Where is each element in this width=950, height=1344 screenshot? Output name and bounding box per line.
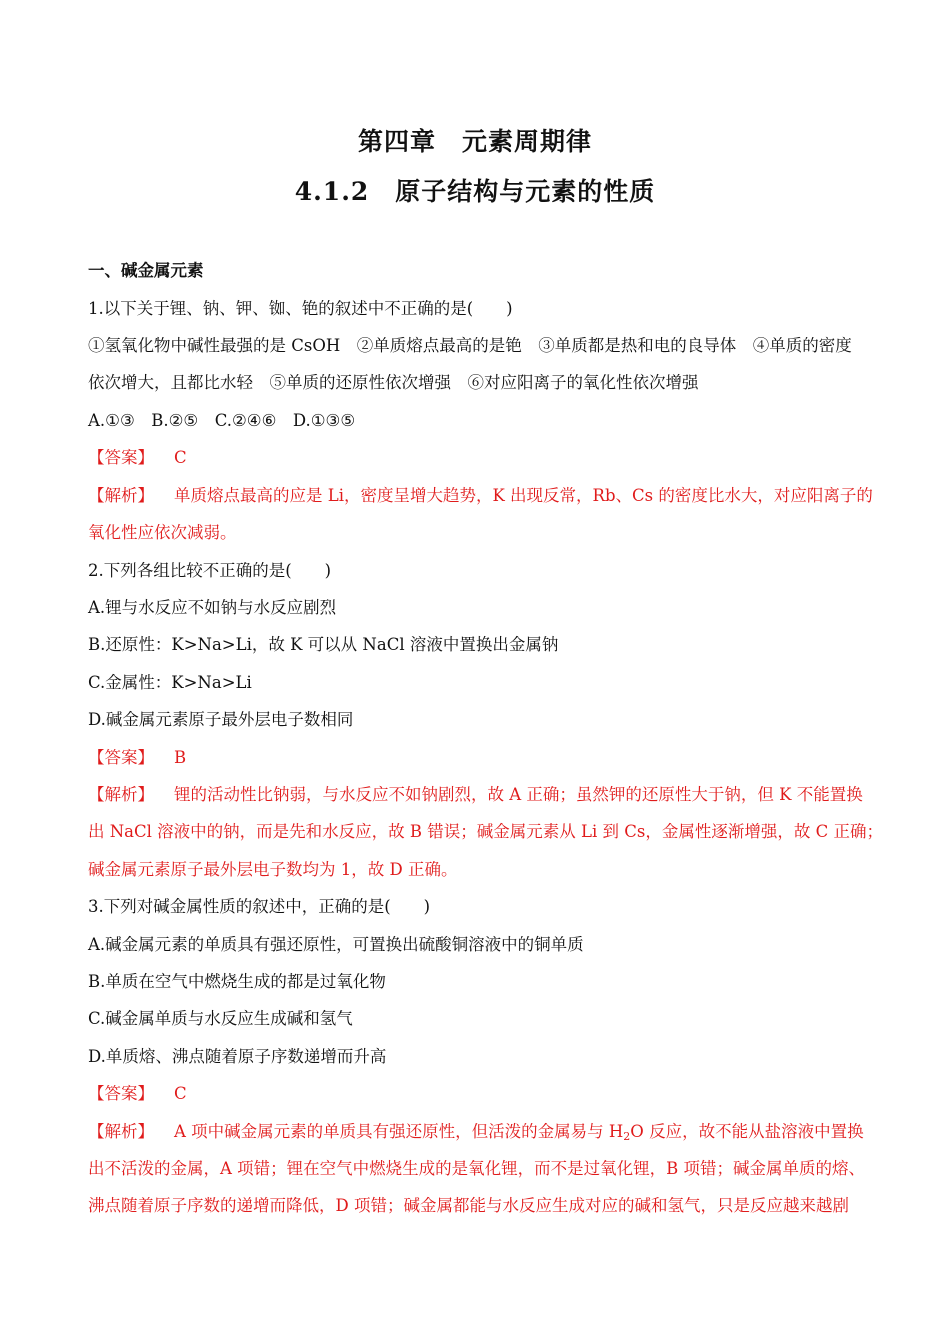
- q3-analysis-line3: 沸点随着原子序数的递增而降低，D 项错；碱金属都能与水反应生成对应的碱和氢气，只是反应越来越剧: [88, 1196, 849, 1215]
- q2-answer-value: B: [174, 748, 187, 767]
- q1-analysis-line1: [88, 485, 878, 507]
- q3-answer: [88, 1083, 878, 1105]
- q3-stem: 3.下列对碱金属性质的叙述中，正确的是( ): [88, 897, 431, 916]
- part-heading: 一、碱金属元素: [88, 261, 204, 280]
- q2-option-b: B.还原性：K>Na>Li，故 K 可以从 NaCl 溶液中置换出金属钠: [88, 635, 559, 654]
- q1-options: A.①③ B.②⑤ C.②④⑥ D.①③⑤: [88, 411, 356, 430]
- q2-analysis-line1: [88, 784, 878, 806]
- q3-analysis-line1: [88, 1121, 878, 1143]
- q3-analysis-line2: 出不活泼的金属，A 项错；锂在空气中燃烧生成的是氧化锂，而不是过氧化锂，B 项错；碱金属单质的熔、: [88, 1159, 866, 1178]
- analysis-label: 【解析】: [88, 1122, 154, 1141]
- analysis-label: 【解析】: [88, 785, 154, 804]
- q3-analysis-subscript: 2: [623, 1130, 631, 1143]
- q1-desc-line2: 依次增大，且都比水轻 ⑤单质的还原性依次增强 ⑥对应阳离子的氧化性依次增强: [88, 373, 699, 392]
- section-title: 4.1.2 原子结构与元素的性质: [294, 177, 656, 206]
- answer-label: 【答案】: [88, 448, 154, 467]
- q1-answer-value: C: [174, 448, 187, 467]
- q2-analysis-line3: 碱金属元素原子最外层电子数均为 1，故 D 正确。: [88, 860, 458, 879]
- q3-answer-value: C: [174, 1084, 187, 1103]
- q3-analysis-text1a: A 项中碱金属元素的单质具有强还原性，但活泼的金属易与 H: [174, 1122, 624, 1141]
- q2-answer: [88, 747, 878, 769]
- q2-option-d: D.碱金属元素原子最外层电子数相同: [88, 710, 354, 729]
- q2-option-c: C.金属性：K>Na>Li: [88, 673, 252, 692]
- q2-option-a: A.锂与水反应不如钠与水反应剧烈: [88, 598, 337, 617]
- q1-stem: 1.以下关于锂、钠、钾、铷、铯的叙述中不正确的是( ): [88, 299, 513, 318]
- q1-analysis-line2: 氧化性应依次减弱。: [88, 523, 237, 542]
- answer-label: 【答案】: [88, 1084, 154, 1103]
- chapter-title: 第四章 元素周期律: [357, 127, 592, 156]
- q3-option-b: B.单质在空气中燃烧生成的都是过氧化物: [88, 972, 386, 991]
- q2-stem: 2.下列各组比较不正确的是( ): [88, 561, 332, 580]
- q3-option-d: D.单质熔、沸点随着原子序数递增而升高: [88, 1047, 387, 1066]
- q3-analysis-text1b: O 反应，故不能从盐溶液中置换: [630, 1122, 864, 1141]
- q2-analysis-text1: 锂的活动性比钠弱，与水反应不如钠剧烈，故 A 正确；虽然钾的还原性大于钠，但 K 不能置换: [174, 785, 863, 804]
- analysis-label: 【解析】: [88, 486, 154, 505]
- q2-analysis-line2: 出 NaCl 溶液中的钠，而是先和水反应，故 B 错误；碱金属元素从 Li 到 Cs，金属性逐渐增强，故 C 正确；: [88, 822, 883, 841]
- answer-label: 【答案】: [88, 748, 154, 767]
- q1-desc-line1: ①氢氧化物中碱性最强的是 CsOH ②单质熔点最高的是铯 ③单质都是热和电的良导体 ④单质的密度: [88, 336, 852, 355]
- q3-option-c: C.碱金属单质与水反应生成碱和氢气: [88, 1009, 353, 1028]
- q1-answer: [88, 447, 878, 469]
- q1-analysis-text1: 单质熔点最高的应是 Li，密度呈增大趋势，K 出现反常，Rb、Cs 的密度比水大，对应阳离子的: [174, 486, 873, 505]
- q3-option-a: A.碱金属元素的单质具有强还原性，可置换出硫酸铜溶液中的铜单质: [88, 935, 584, 954]
